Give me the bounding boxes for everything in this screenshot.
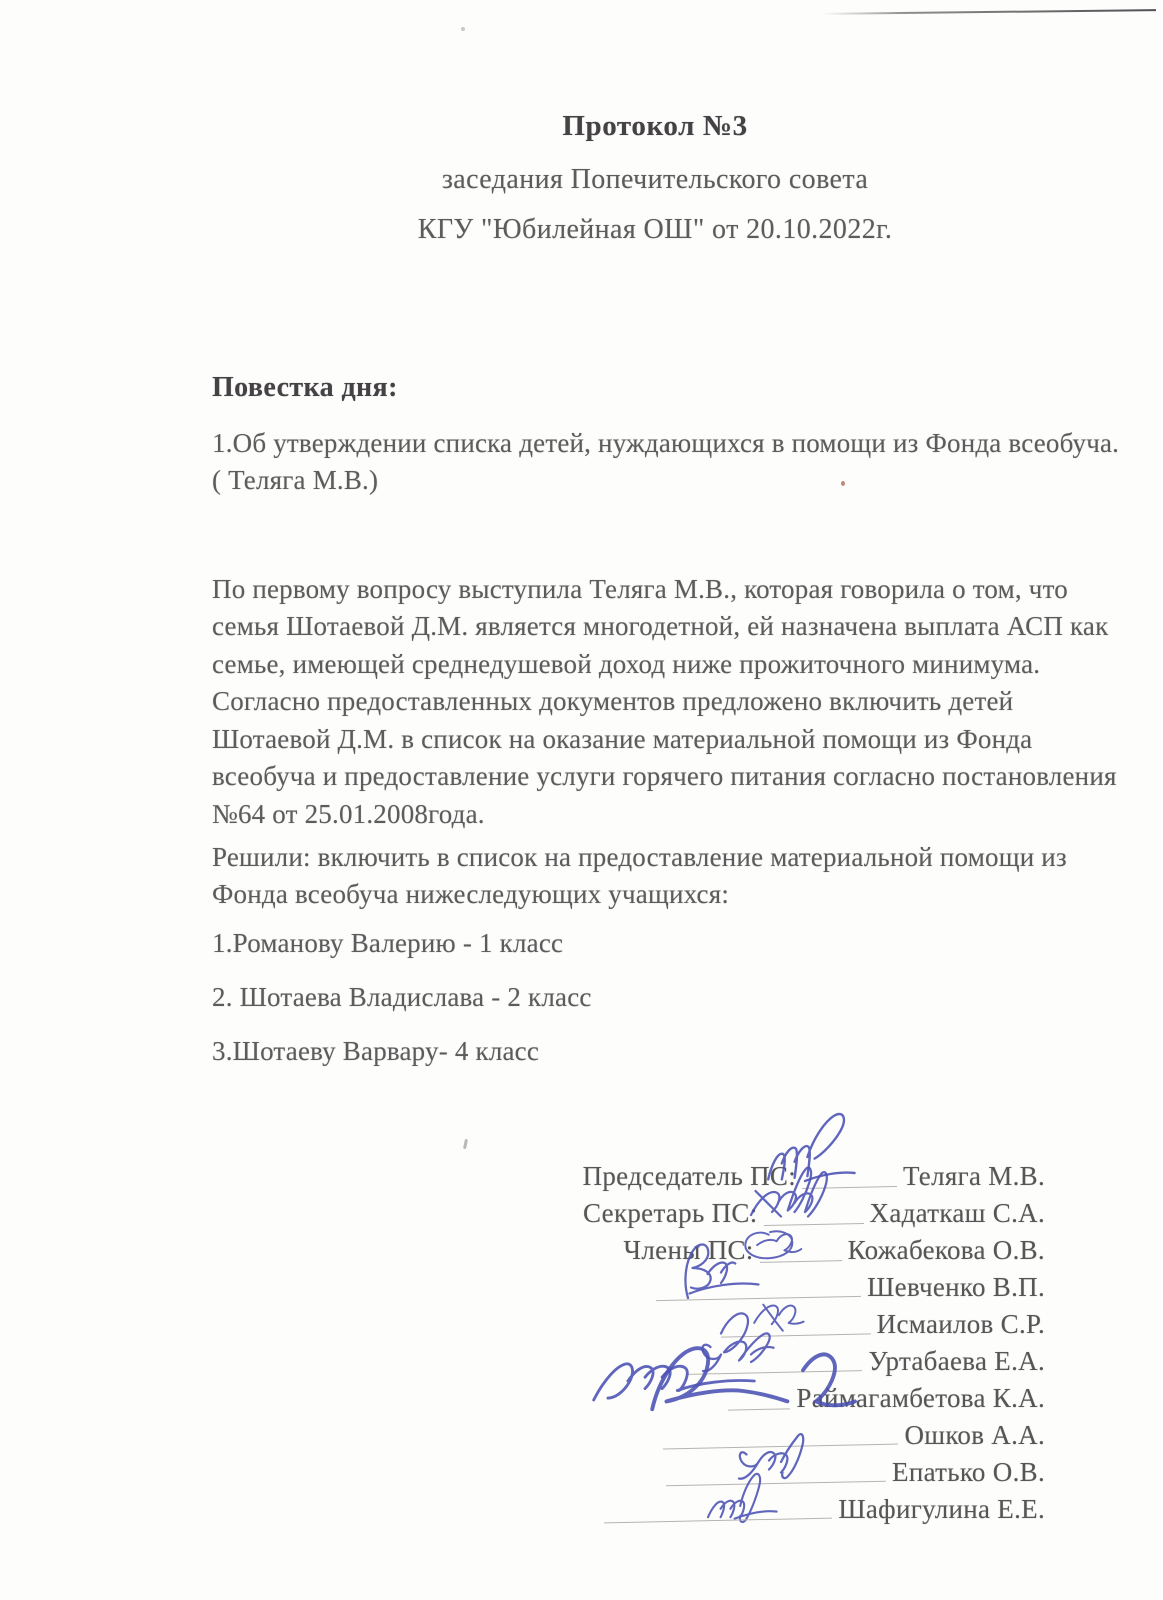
body-line: семья Шотаевой Д.М. является многодетной, ей назначена выплата АСП как — [212, 611, 1109, 641]
signature-name: Теляга М.В. — [903, 1161, 1045, 1191]
agenda-item-line: ( Теляга М.В.) — [212, 465, 379, 495]
signature-block — [0, 1155, 1045, 1525]
body-line: семье, имеющей среднедушевой доход ниже прожиточного минимума. — [212, 649, 1041, 679]
agenda-item-line: 1.Об утверждении списка детей, нуждающихся в помощи из Фонда всеобуча. — [212, 428, 1120, 458]
page-title: Протокол №3 — [562, 110, 748, 142]
signature-row — [0, 1340, 1045, 1377]
signature-row — [0, 1266, 1045, 1303]
signature-name: Хадаткаш С.А. — [869, 1198, 1045, 1228]
scan-artifact-dot — [461, 27, 465, 31]
header-subtitle-1: заседания Попечительского совета — [441, 164, 869, 195]
body-line: По первому вопросу выступила Теляга М.В., которая говорила о том, что — [212, 574, 1068, 604]
handwritten-signature — [694, 1464, 834, 1534]
signature-name: Шевченко В.П. — [867, 1272, 1045, 1302]
scan-artifact-mark — [463, 1139, 468, 1149]
body-line: всеобуча и предоставление услуги горячего питания согласно постановления — [212, 761, 1117, 791]
signature-row — [0, 1451, 1045, 1488]
body-line: №64 от 25.01.2008года. — [212, 799, 485, 829]
signature-label: Секретарь ПС: — [583, 1198, 758, 1228]
signature-name: Раймагамбетова К.А. — [796, 1383, 1045, 1413]
signature-name: Уртабаева Е.А. — [868, 1346, 1045, 1376]
signature-label: Председатель ПС: — [582, 1161, 797, 1191]
decision-line: Решили: включить в список на предоставление материальной помощи из — [212, 842, 1067, 872]
decision-line: Фонда всеобуча нижеследующих учащихся: — [212, 879, 730, 909]
signature-slot — [604, 1494, 832, 1524]
signature-name: Епатько О.В. — [892, 1457, 1045, 1487]
scan-artifact-hairline — [822, 9, 1156, 15]
signature-name: Ошков А.А. — [904, 1420, 1045, 1450]
body-line: Согласно предоставленных документов предложено включить детей — [212, 686, 1014, 716]
student-item: 3.Шотаеву Варвару- 4 класс — [212, 1036, 540, 1066]
agenda-heading: Повестка дня: — [212, 372, 398, 403]
student-item: 2. Шотаева Владислава - 2 класс — [212, 982, 592, 1012]
signature-row — [0, 1192, 1045, 1229]
signature-name: Шафигулина Е.Е. — [838, 1494, 1045, 1524]
signature-name: Кожабекова О.В. — [847, 1235, 1045, 1265]
header-subtitle-2: КГУ "Юбилейная ОШ" от 20.10.2022г. — [417, 214, 893, 245]
signature-row — [0, 1303, 1045, 1340]
signature-label: Члены ПС: — [623, 1235, 754, 1265]
student-item: 1.Романову Валерию - 1 класс — [212, 928, 564, 958]
signature-row — [0, 1377, 1045, 1414]
signature-row — [0, 1488, 1045, 1525]
signature-name: Исмаилов С.Р. — [876, 1309, 1045, 1339]
signature-row — [0, 1414, 1045, 1451]
body-line: Шотаевой Д.М. в список на оказание материальной помощи из Фонда — [212, 724, 1033, 754]
scan-artifact-red-dot — [841, 481, 845, 486]
